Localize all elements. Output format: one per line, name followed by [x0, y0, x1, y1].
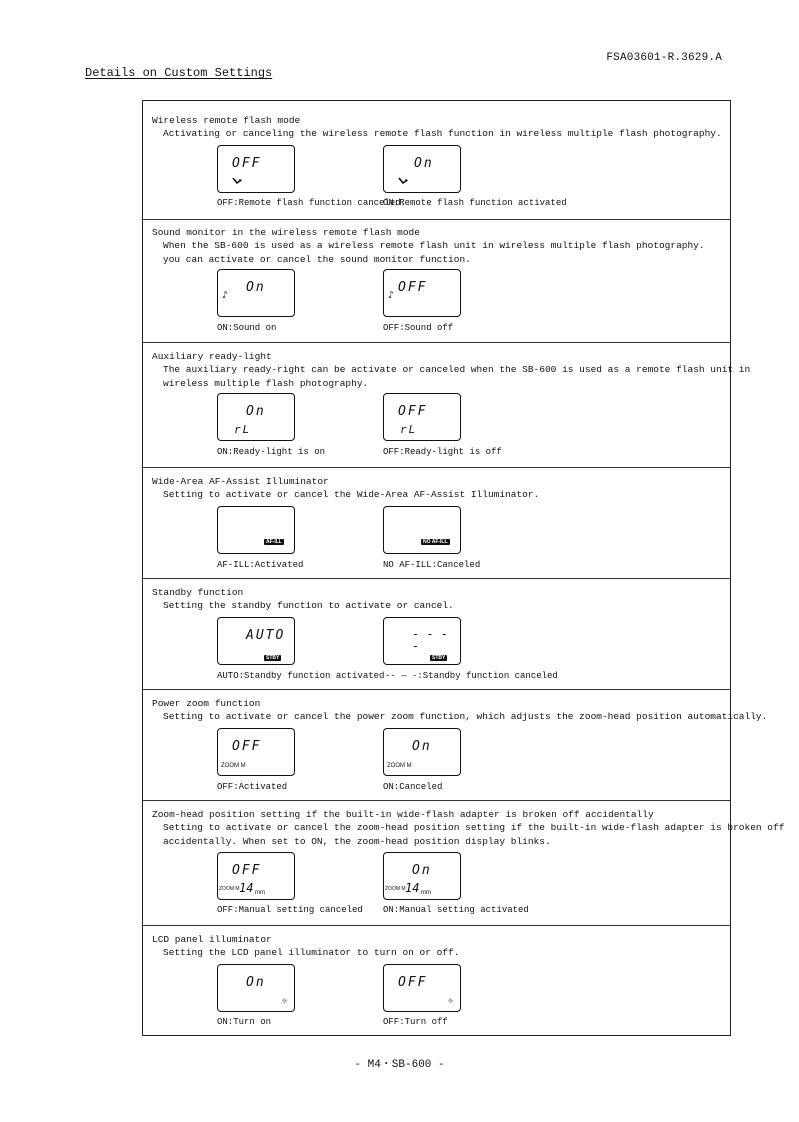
- focal-unit: mm: [421, 890, 431, 896]
- lcd-text: OFF: [232, 156, 262, 171]
- caption-right: -- — -:Standby function canceled: [385, 671, 558, 681]
- caption-left: OFF:Manual setting canceled: [217, 905, 363, 915]
- document-id: FSA03601-R.3629.A: [606, 52, 722, 64]
- section-description: Setting the LCD panel illuminator to turn on or off.: [163, 947, 460, 958]
- focal-length: 14: [239, 881, 254, 895]
- zoom-indicator: ZOOM M: [385, 886, 406, 892]
- section-description: Activating or canceling the wireless remote flash function in wireless multiple flash photography.: [163, 128, 722, 139]
- lcd-text: On: [246, 975, 266, 990]
- caption-left: ON:Sound on: [217, 323, 277, 333]
- illuminator-icon: ☼: [448, 997, 454, 1007]
- section-description: Setting to activate or cancel the Wide-Area AF-Assist Illuminator.: [163, 489, 540, 500]
- lcd-sub-text: rL: [234, 423, 252, 436]
- section-title: Wireless remote flash mode: [152, 115, 301, 126]
- section-description: wireless multiple flash photography.: [163, 378, 369, 389]
- caption-right: ON:Canceled: [383, 782, 443, 792]
- zoom-indicator: ZOOM M: [387, 763, 412, 769]
- focal-unit: mm: [255, 890, 265, 896]
- caption-right: NO AF-ILL:Canceled: [383, 560, 481, 570]
- section-auxiliary-ready-light: [143, 342, 751, 467]
- lcd-display-left: [217, 506, 295, 554]
- lcd-text: OFF: [232, 863, 262, 878]
- music-note-icon: ♪: [222, 290, 229, 301]
- standby-badge: STBY: [266, 655, 280, 661]
- caption-right: OFF:Sound off: [383, 323, 454, 333]
- section-af-assist-illuminator: [143, 467, 730, 578]
- section-description: Setting the standby function to activate or cancel.: [163, 600, 454, 611]
- caption-left: AUTO:Standby function activated: [217, 671, 385, 681]
- section-description: Setting to activate or cancel the power zoom function, which adjusts the zoom-head position automatically.: [163, 711, 768, 722]
- lcd-display-left: [217, 728, 295, 776]
- illuminator-icon: ☼: [282, 997, 288, 1007]
- caption-left: ON:Ready-light is on: [217, 447, 326, 457]
- section-wireless-remote-flash: [143, 101, 730, 219]
- lcd-display-right: [383, 728, 461, 776]
- lcd-text: On: [412, 739, 432, 754]
- section-title: Standby function: [152, 587, 244, 598]
- focal-length: 14: [405, 881, 420, 895]
- section-description: accidentally. When set to ON, the zoom-head position display blinks.: [163, 836, 551, 847]
- remote-arrow-icon: [232, 172, 244, 188]
- page-footer: - M4・SB-600 -: [354, 1059, 445, 1071]
- section-description: The auxiliary ready-right can be activate or canceled when the SB-600 is used as a remote flash unit in: [163, 364, 751, 375]
- caption-left: OFF:Remote flash function canceled.: [217, 198, 407, 208]
- lcd-text: AUTO: [246, 628, 286, 643]
- lcd-text: OFF: [398, 404, 428, 419]
- lcd-display-left: [217, 145, 295, 193]
- lcd-display-left: [217, 617, 295, 665]
- section-lcd-illuminator: [143, 925, 730, 1035]
- lcd-display-left: [217, 269, 295, 317]
- lcd-display-left: [217, 393, 295, 441]
- lcd-display-right: [383, 964, 461, 1012]
- caption-left: AF-ILL:Activated: [217, 560, 304, 570]
- section-standby-function: [143, 578, 730, 689]
- lcd-display-left: [217, 964, 295, 1012]
- lcd-display-right: [383, 145, 461, 193]
- lcd-text: OFF: [398, 280, 428, 295]
- section-title: Auxiliary ready-light: [152, 351, 272, 362]
- no-af-ill-badge: NO AF-ILL: [423, 539, 448, 545]
- section-description: When the SB-600 is used as a wireless remote flash unit in wireless multiple flash photography.: [163, 240, 705, 251]
- lcd-display-right: [383, 506, 461, 554]
- settings-table: [142, 100, 785, 1036]
- remote-arrow-icon: [398, 172, 410, 188]
- lcd-display-right: [383, 852, 461, 900]
- section-description: Setting to activate or cancel the zoom-head position setting if the built-in wide-flash adapter is broken off: [163, 822, 785, 833]
- zoom-indicator: ZOOM M: [219, 886, 240, 892]
- caption-left: ON:Turn on: [217, 1017, 272, 1027]
- lcd-text: On: [414, 156, 434, 171]
- section-title: Wide-Area AF-Assist Illuminator: [152, 476, 329, 487]
- section-title: Power zoom function: [152, 698, 261, 709]
- section-description: you can activate or cancel the sound monitor function.: [163, 254, 471, 265]
- section-title: Sound monitor in the wireless remote flash mode: [152, 227, 420, 238]
- lcd-text: On: [412, 863, 432, 878]
- caption-left: OFF:Activated: [217, 782, 288, 792]
- lcd-text: OFF: [398, 975, 428, 990]
- page-heading: Details on Custom Settings: [85, 66, 273, 80]
- music-note-icon: ♪: [388, 290, 395, 301]
- lcd-text: - - - -: [412, 627, 449, 653]
- lcd-sub-text: rL: [400, 423, 418, 436]
- lcd-display-left: [217, 852, 295, 900]
- section-title: LCD panel illuminator: [152, 934, 272, 945]
- section-zoom-head-position: [143, 800, 785, 925]
- lcd-display-right: [383, 393, 461, 441]
- section-power-zoom: [143, 689, 768, 800]
- lcd-text: OFF: [232, 739, 262, 754]
- af-ill-badge: AF-ILL: [266, 539, 282, 545]
- caption-right: OFF:Turn off: [383, 1017, 448, 1027]
- lcd-text: On: [246, 404, 266, 419]
- caption-right: ON:Remote flash function activated: [383, 198, 567, 208]
- caption-right: OFF:Ready-light is off: [383, 447, 502, 457]
- section-sound-monitor: [143, 219, 730, 342]
- lcd-text: On: [246, 280, 266, 295]
- zoom-indicator: ZOOM M: [221, 763, 246, 769]
- caption-right: ON:Manual setting activated: [383, 905, 529, 915]
- standby-badge: STBY: [432, 655, 446, 661]
- lcd-display-right: [383, 617, 461, 665]
- lcd-display-right: [383, 269, 461, 317]
- section-title: Zoom-head position setting if the built-in wide-flash adapter is broken off accidentally: [152, 809, 654, 820]
